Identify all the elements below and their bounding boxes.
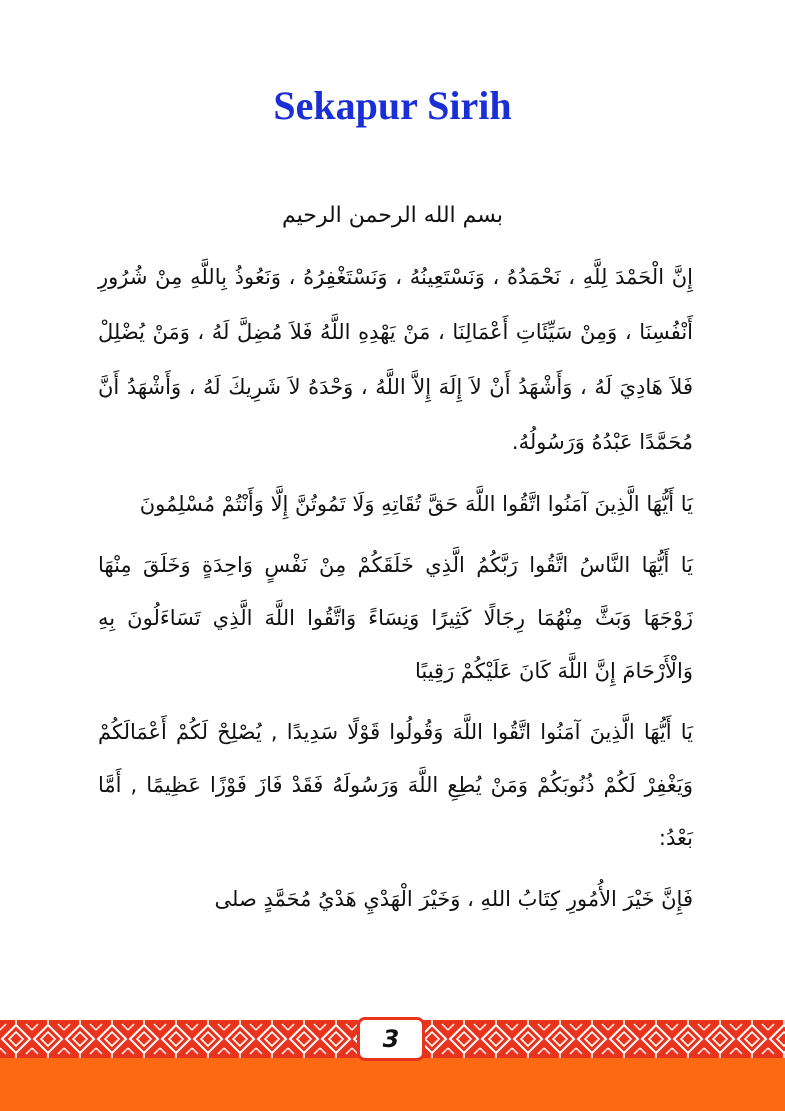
footer-strip	[0, 1058, 785, 1111]
verse-an-nisa-paragraph: يَا أَيُّهَا النَّاسُ اتَّقُوا رَبَّكُمُ الَّذِي خَلَقَكُمْ مِنْ نَفْسٍ وَاحِدَةٍ وَخَلَقَ مِنْهَا زَوْجَهَا وَبَثَّ مِنْهُمَا رِجَالًا كَثِيرًا وَنِسَاءً وَاتَّقُوا اللَّهَ الَّذِي تَسَاءَلُونَ بِهِ وَالْأَرْحَامَ إِنَّ اللَّهَ كَانَ عَلَيْكُمْ رَقِيبًا	[98, 553, 693, 683]
verse-al-ahzab-paragraph: يَا أَيُّهَا الَّذِينَ آمَنُوا اتَّقُوا اللَّهَ وَقُولُوا قَوْلًا سَدِيدًا , يُصْلِحْ لَكُمْ أَعْمَالَكُمْ وَيَغْفِرْ لَكُمْ ذُنُوبَكُمْ وَمَنْ يُطِعِ اللَّهَ وَرَسُولَهُ فَقَدْ فَازَ فَوْزًا عَظِيمًا , أَمَّا بَعْدُ:	[98, 720, 693, 850]
page-number: 3	[357, 1017, 425, 1061]
page-title: Sekapur Sirih	[273, 83, 512, 128]
opening-praise-paragraph: إِنَّ الْحَمْدَ لِلَّهِ ، نَحْمَدُهُ ، وَنَسْتَعِينُهُ ، وَنَسْتَغْفِرُهُ ، وَنَعُوذُ بِاللَّهِ مِنْ شُرُورِ أَنْفُسِنَا ، وَمِنْ سَيِّئَاتِ أَعْمَالِنَا ، مَنْ يَهْدِهِ اللَّهُ فَلاَ مُضِلَّ لَهُ ، وَمَنْ يُضْلِلْ فَلاَ هَادِيَ لَهُ ، وَأَشْهَدُ أَنْ لاَ إِلَهَ إِلاَّ اللَّهُ ، وَحْدَهُ لاَ شَرِيكَ لَهُ ، وَأَشْهَدُ أَنَّ مُحَمَّدًا عَبْدُهُ وَرَسُولُهُ.	[98, 265, 693, 454]
arabic-text-body	[98, 250, 693, 934]
basmala-line: بسم الله الرحمن الرحيم	[281, 203, 504, 228]
closing-paragraph: فَإِنَّ خَيْرَ الأُمُورِ كِتَابُ اللهِ ، وَخَيْرَ الْهَدْيِ هَدْيُ مُحَمَّدٍ صلى	[214, 887, 693, 911]
verse-ali-imran-paragraph: يَا أَيُّهَا الَّذِينَ آمَنُوا اتَّقُوا اللَّهَ حَقَّ تُقَاتِهِ وَلَا تَمُوتُنَّ إِلَّا وَأَنْتُمْ مُسْلِمُونَ	[139, 492, 693, 516]
